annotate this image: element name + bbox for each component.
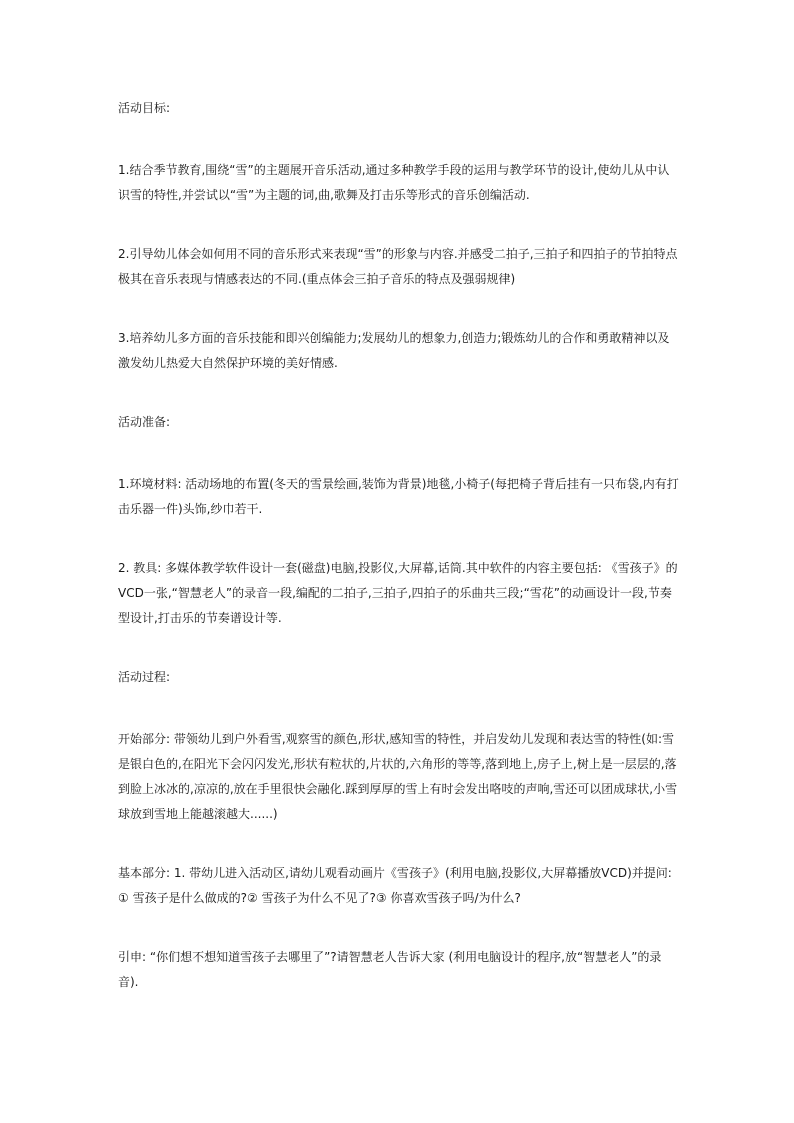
process-paragraph-1: 开始部分: 带领幼儿到户外看雪,观察雪的颜色,形状,感知雪的特性，并启发幼儿发现和表达雪的特性(如:雪是银白色的,在阳光下会闪闪发光,形状有粒状的,片状的,六角形的等等,落到地上,房子上,树上是一层层的,落到脸上冰冰的,凉凉的,放在手里很快会融化.踩到厚厚的雪上有时会发出咯吱的声响,雪还可以团成球状,小雪球放到雪地上能越滚越大......) — [118, 732, 678, 821]
process-paragraph-2: 基本部分: 1. 带幼儿进入活动区,请幼儿观看动画片《雪孩子》(利用电脑,投影仪,大屏幕播放VCD)并提问: ① 雪孩子是什么做成的?② 雪孩子为什么不见了?③ 你喜欢雪孩子吗/为什么? — [118, 866, 672, 905]
process-heading: 活动过程: — [118, 670, 171, 684]
goals-heading: 活动目标: — [118, 101, 171, 115]
goal-paragraph-3: 3.培养幼儿多方面的音乐技能和即兴创编能力;发展幼儿的想象力,创造力;锻炼幼儿的合作和勇敢精神以及激发幼儿热爱大自然保护环境的美好情感. — [118, 331, 670, 370]
prep-paragraph-1: 1.环境材料: 活动场地的布置(冬天的雪景绘画,装饰为背景)地毯,小椅子(每把椅子背后挂有一只布袋,内有打击乐器一件)头饰,纱巾若干. — [118, 477, 679, 516]
goal-paragraph-1: 1.结合季节教育,围绕“雪”的主题展开音乐活动,通过多种教学手段的运用与教学环节的设计,使幼儿从中认识雪的特性,并尝试以“雪”为主题的词,曲,歌舞及打击乐等形式的音乐创编活动. — [118, 163, 670, 202]
goal-paragraph-2: 2.引导幼儿体会如何用不同的音乐形式来表现“雪”的形象与内容.并感受二拍子,三拍子和四拍子的节拍特点极其在音乐表现与情感表达的不同.(重点体会三拍子音乐的特点及强弱规律) — [118, 247, 678, 286]
document-body — [118, 96, 680, 1029]
prep-heading: 活动准备: — [118, 415, 171, 429]
prep-paragraph-2: 2. 教具: 多媒体教学软件设计一套(磁盘)电脑,投影仪,大屏幕,话筒.其中软件的内容主要包括: 《雪孩子》的VCD一张,“智慧老人”的录音一段,编配的二拍子,三拍子,四拍子的乐曲共三段;“雪花”的动画设计一段,节奏型设计,打击乐的节奏谱设计等. — [118, 561, 678, 625]
process-paragraph-3: 引申: “你们想不想知道雪孩子去哪里了”?请智慧老人告诉大家 (利用电脑设计的程序,放“智慧老人”的录音). — [118, 950, 662, 989]
